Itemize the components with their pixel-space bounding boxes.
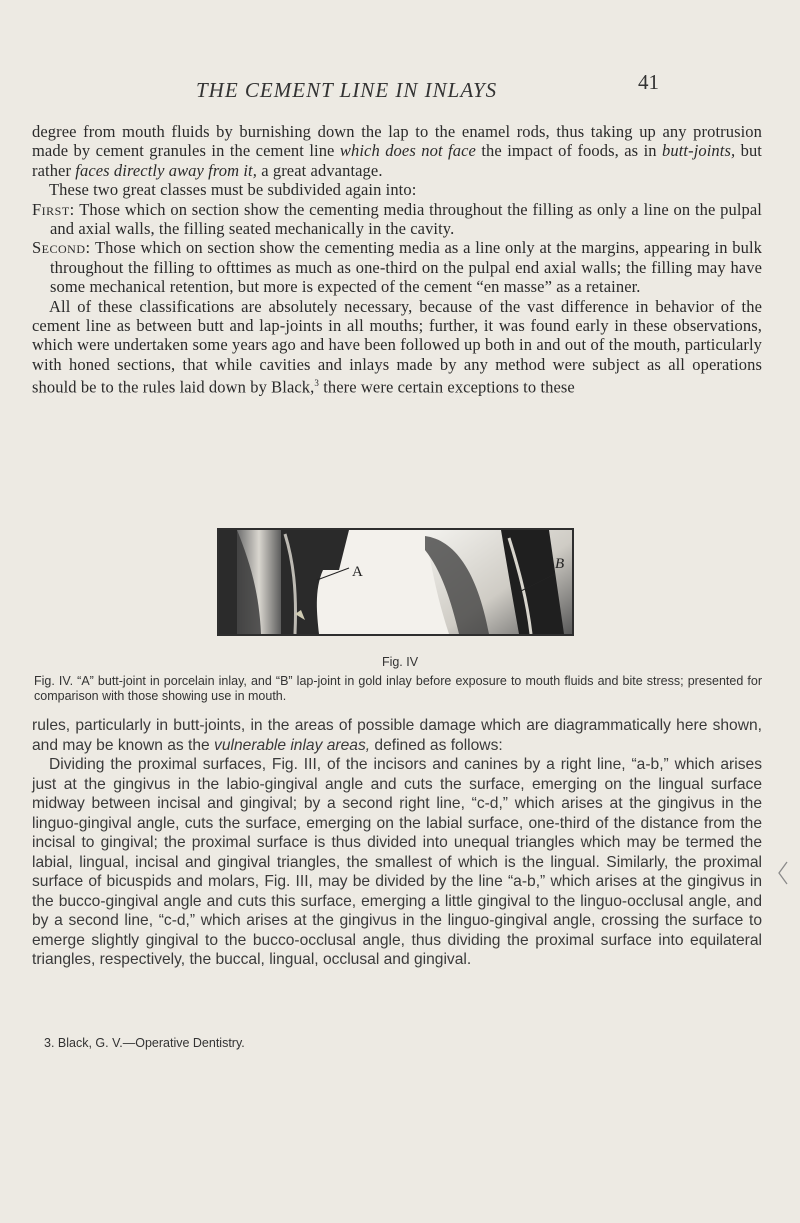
inlay-section-photograph [219, 530, 572, 634]
first-label: First: [32, 199, 75, 219]
paragraph-first-class [32, 200, 762, 239]
second-label: Second: [32, 238, 91, 258]
label-a: A [352, 564, 363, 580]
text-run: All of these classifications are absolutely necessary, because of the vast difference in behavior of the cement line as between butt and lap-joints in all mouths; further, it was found early in these observations, which were undertaken some years ago and have been followed up both in and out of the mouth, particularly with honed sections, that while cavities and inlays made by any method were subject as all operations should be to the rules laid down by Black, [32, 296, 762, 397]
italic-run: vulnerable inlay areas, [214, 736, 371, 754]
bottom-text-block [32, 716, 762, 970]
page-number: 41 [638, 70, 659, 94]
figure-caption-body: Fig. IV. “A” butt-joint in porcelain inlay, and “B” lap-joint in gold inlay before exposure to mouth fluids and bite stress; presented for comparison with those showing use in mouth. [34, 674, 762, 703]
figure-caption-title: Fig. IV [381, 655, 419, 669]
text-run: degree from mouth fluids by burnishing down the lap to the enamel rods, thus taking up any protrusion made by cement granules in the cement line [32, 122, 762, 161]
italic-run: butt-joints, [662, 141, 736, 161]
text-run: there were certain exceptions to these [318, 377, 575, 397]
pencil-margin-mark [776, 860, 790, 886]
footnote-ref: 3 [314, 378, 319, 389]
footnote: 3. Black, G. V.—Operative Dentistry. [44, 1036, 245, 1050]
running-head [0, 66, 800, 106]
paragraph-second-class [32, 238, 762, 296]
first-text: Those which on section show the cementing media throughout the filling as only a line on the pulpal and axial walls, the filling seated mechanically in the cavity. [50, 199, 762, 239]
text-run: rules, particularly in butt-joints, in the areas of possible damage which are diagrammatically here shown, and may be known as the [32, 717, 762, 754]
specimen-b [425, 530, 572, 634]
paragraph-continuation [32, 122, 762, 180]
top-text-block [32, 122, 762, 397]
text-run: a great advantage. [256, 160, 383, 180]
paragraph-subdivision: These two great classes must be subdivided again into: [49, 180, 417, 200]
text-run: defined as follows: [370, 736, 503, 754]
second-text: Those which on section show the cementing media as a line only at the margins, appearing in bulk throughout the filling to ofttimes as much as one-third on the pulpal end axial walls; the filling may have some mechanical retention, but more is expected of the cement “en masse” as a retainer. [50, 238, 762, 297]
running-head-title: THE CEMENT LINE IN INLAYS [196, 78, 498, 102]
figure-iv-photo [217, 528, 574, 636]
italic-run: faces directly away from it, [75, 160, 257, 180]
text-run: the impact of foods, as in [475, 141, 663, 161]
italic-run: which does not face [339, 141, 476, 161]
text-run: but rather [32, 141, 762, 180]
label-b: B [555, 556, 565, 572]
paragraph-classifications [32, 297, 762, 398]
specimen-a-left-edge [219, 530, 237, 634]
paragraph-rules [32, 716, 762, 755]
paragraph-proximal-surfaces: Dividing the proximal surfaces, Fig. III, of the incisors and canines by a right line, “a-b,” which arises just at the gingivus in the labio-gingival angle and cuts the surface, emerging on the lingual surface midway between incisal and gingival; by a second right line, “c-d,” which arises at the gingivus in the linguo-gingival angle, cuts the surface, emerging on the labial surface, one-third of the distance from the incisal to gingival; the proximal surface is thus divided into unequal triangles which may be termed the labial, lingual, incisal and gingival triangles, the smallest of which is the lingual. Similarly, the proximal surface of bicuspids and molars, Fig. III, may be divided by the line “a-b,” which arises at the gingivus in the bucco-gingival angle and cuts this surface, emerging a little gingival to the linguo-occlusal angle, and by a second line, “c-d,” which arises at the gingivus in the linguo-gingival angle, crossing the surface to emerge slightly gingival to the bucco-occlusal angle, thus dividing the proximal surface into equilateral triangles, respectively, the buccal, lingual, occlusal and gingival. [32, 756, 762, 968]
